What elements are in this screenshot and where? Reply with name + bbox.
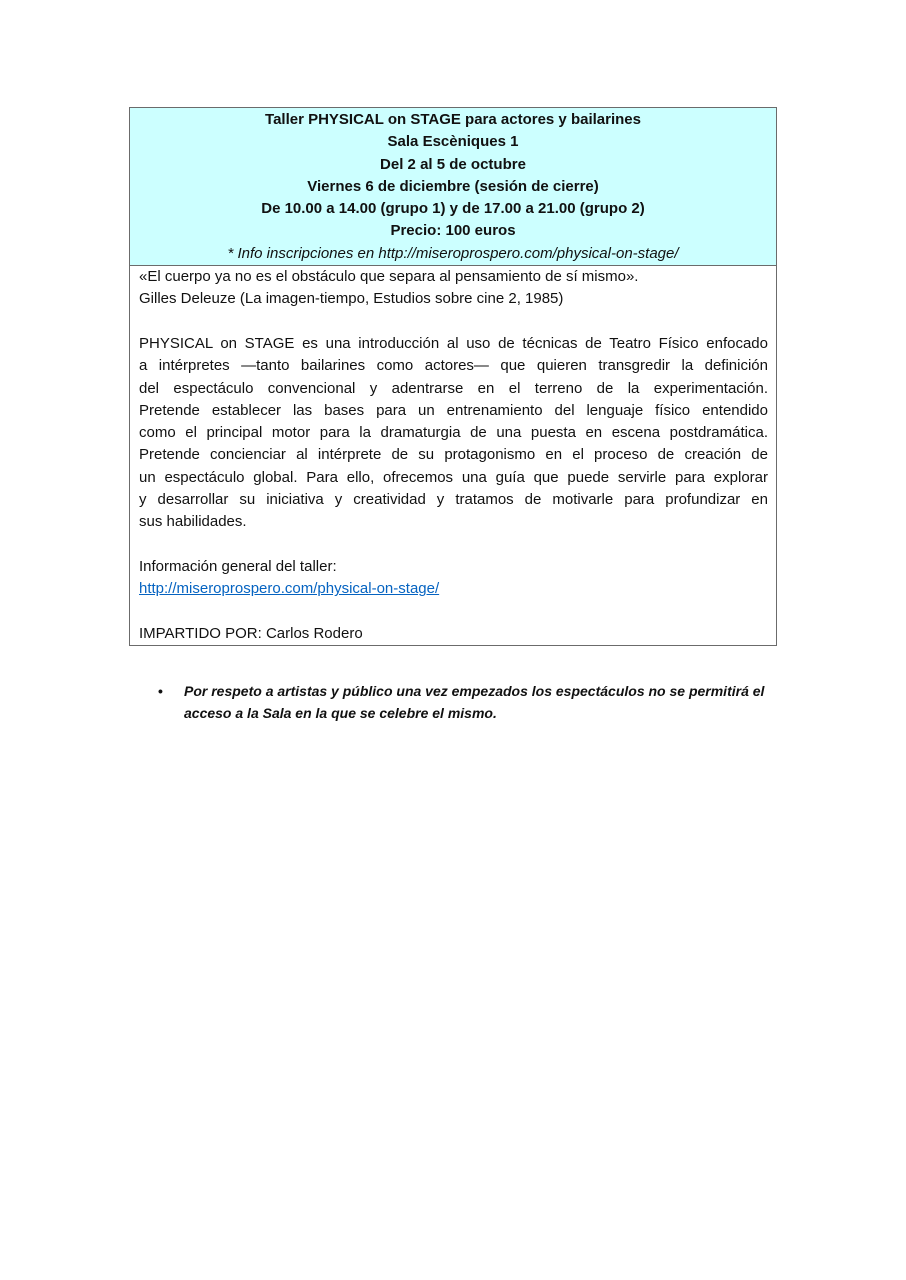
description-line: PHYSICAL on STAGE es una introducción al uso de técnicas de Teatro Físico enfocado <box>139 334 768 352</box>
note-text: Por respeto a artistas y público una vez empezados los espectáculos no se permitirá el acceso a la Sala en la que se celebre el mismo. <box>184 683 765 721</box>
note <box>158 680 778 724</box>
description-line: un espectáculo global. Para ello, ofrecemos una guía que puede servirle para explorar <box>139 468 768 486</box>
bullet-icon: • <box>158 683 163 699</box>
description-line: a intérpretes —tanto bailarines como actores— que quieren transgredir la definición <box>139 357 768 375</box>
event-info-table <box>129 107 777 646</box>
info-link[interactable]: http://miseroprospero.com/physical-on-stage/ <box>139 580 440 598</box>
event-venue: Sala Escèniques 1 <box>387 133 519 151</box>
event-price: Precio: 100 euros <box>390 222 516 240</box>
event-title: Taller PHYSICAL on STAGE para actores y bailarines <box>265 111 641 128</box>
quote-source: Gilles Deleuze (La imagen-tiempo, Estudios sobre cine 2, 1985) <box>139 290 564 308</box>
event-hours: De 10.00 a 14.00 (grupo 1) y de 17.00 a 21.00 (grupo 2) <box>261 200 645 218</box>
instructor: IMPARTIDO POR: Carlos Rodero <box>139 624 363 642</box>
event-header <box>130 108 776 266</box>
description-line: Pretende establecer las bases para un entrenamiento del lenguaje físico entendido <box>139 401 768 419</box>
event-info: * Info inscripciones en http://miseroprospero.com/physical-on-stage/ <box>227 244 679 262</box>
event-dates: Del 2 al 5 de octubre <box>380 155 526 173</box>
description-line: del espectáculo convencional y adentrarse en el terreno de la experimentación. <box>139 379 768 397</box>
description-line: y desarrollar su iniciativa y creatividad y tratamos de motivarle para profundizar en <box>139 491 768 509</box>
event-closing: Viernes 6 de diciembre (sesión de cierre) <box>307 177 599 195</box>
description <box>139 333 768 534</box>
description-line: como el principal motor para la dramaturgia de una puesta en escena postdramática. <box>139 424 768 442</box>
event-body <box>130 266 776 645</box>
description-line: sus habilidades. <box>139 513 247 531</box>
description-line: Pretende concienciar al intérprete de su protagonismo en el proceso de creación de <box>139 446 768 464</box>
quote: «El cuerpo ya no es el obstáculo que separa al pensamiento de sí mismo». <box>139 268 639 286</box>
info-label: Información general del taller: <box>139 557 337 575</box>
